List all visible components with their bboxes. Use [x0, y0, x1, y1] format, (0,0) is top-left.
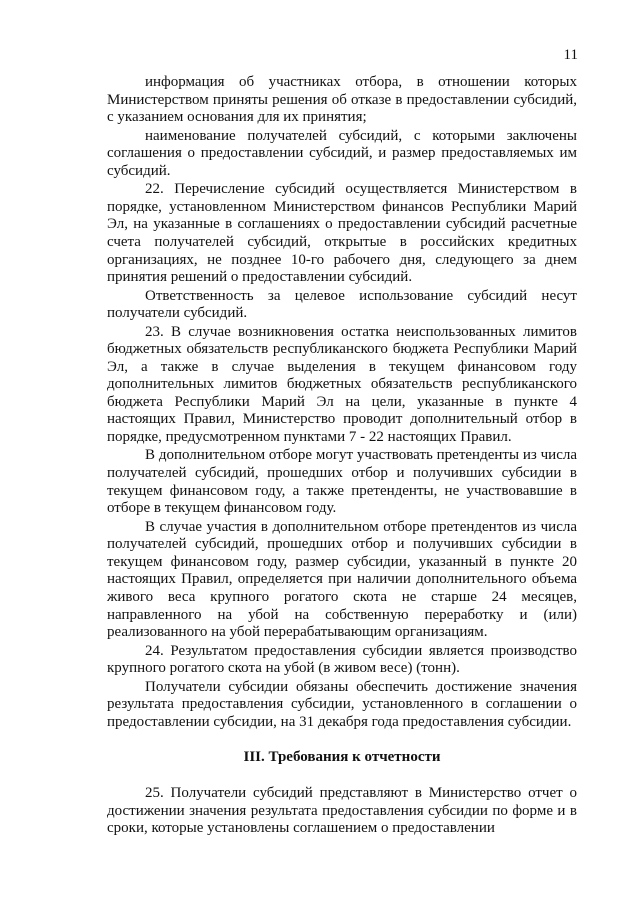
- paragraph: 25. Получатели субсидий представляют в Министерство отчет о достижении значения результата предоставления субсидии по форме и в сроки, которые установлены соглашением о предоставлении: [107, 784, 577, 837]
- paragraph: 24. Результатом предоставления субсидии является производство крупного рогатого скота на убой (в живом весе) (тонн).: [107, 642, 577, 677]
- paragraph: информация об участниках отбора, в отношении которых Министерством приняты решения об отказе в предоставлении субсидий, с указанием основания для их принятия;: [107, 74, 577, 126]
- paragraph: Получатели субсидии обязаны обеспечить достижение значения результата предоставления субсидии, установленного в соглашении о предоставлении субсидии, на 31 декабря года предоставления субсидии.: [107, 678, 577, 730]
- paragraph: В дополнительном отборе могут участвовать претенденты из числа получателей субсидий, прошедших отбор и получивших субсидии в текущем финансовом году, а также претенденты, не участвовавшие в отборе в текущем финансовом году.: [107, 447, 577, 517]
- paragraph: В случае участия в дополнительном отборе претендентов из числа получателей субсидий, прошедших отбор и получивших субсидии в текущем финансовом году, размер субсидии, указанный в пункте 20 настоящих Правил, определяется при наличии дополнительного объема живого веса крупного рогатого скота не старше 24 месяцев, направленного на убой на собственную переработку и (или) реализованного на убой перерабатывающим организациям.: [107, 518, 577, 641]
- document-body: [107, 74, 577, 838]
- paragraph: Ответственность за целевое использование субсидий несут получатели субсидий.: [107, 287, 577, 322]
- paragraph: 22. Перечисление субсидий осуществляется Министерством в порядке, установленном Министерством финансов Республики Марий Эл, на указанные в соглашениях о предоставлении субсидий расчетные счета получателей субсидий, открытые в российских кредитных организациях, не позднее 10-го рабочего дня, следующего за днем принятия решений о предоставлении субсидий.: [107, 181, 577, 286]
- paragraph: наименование получателей субсидий, с которыми заключены соглашения о предоставлении субсидий, и размер предоставляемых им субсидий.: [107, 127, 577, 179]
- section-heading: III. Требования к отчетности: [243, 749, 441, 766]
- page-number: 11: [563, 47, 578, 63]
- paragraph: 23. В случае возникновения остатка неиспользованных лимитов бюджетных обязательств республиканского бюджета Республики Марий Эл, а также в случае выделения в текущем финансовом году дополнительных лимитов бюджетных обязательств республиканского бюджета Республики Марий Эл на цели, указанные в пункте 4 настоящих Правил, Министерство проводит дополнительный отбор в порядке, предусмотренном пунктами 7 - 22 настоящих Правил.: [107, 323, 577, 446]
